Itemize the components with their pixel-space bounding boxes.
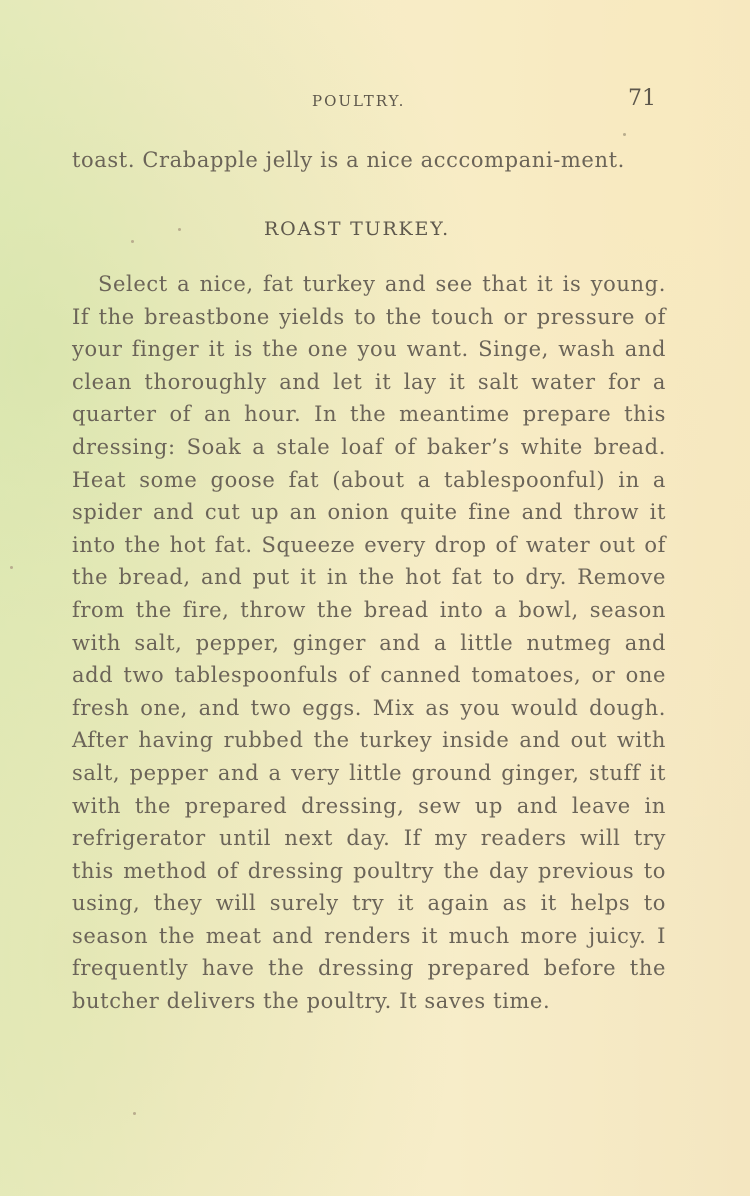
recipe-title <box>0 218 750 240</box>
carry-over-paragraph: toast. Crabapple jelly is a nice acccompani-ment. <box>72 148 625 172</box>
recipe-title-text: ROAST TURKEY. <box>264 218 450 240</box>
page-number: 71 <box>628 86 656 111</box>
paper-speck <box>133 1112 136 1115</box>
recipe-paragraph: Select a nice, fat turkey and see that it is young. If the breastbone yields to the touch or pressure of your finger it is the one you want. Singe, wash and clean thoroughly and let it lay it salt water for a quarter of an hour. In the meantime prepare this dressing: Soak a stale loaf of baker’s white bread. Heat some goose fat (about a tablespoonful) in a spider and cut up an onion quite fine and throw it into the hot fat. Squeeze every drop of water out of the bread, and put it in the hot fat to dry. Remove from the fire, throw the bread into a bowl, season with salt, pepper, ginger and a little nutmeg and add two tablespoonfuls of canned tomatoes, or one fresh one, and two eggs. Mix as you would dough. After having rubbed the turkey inside and out with salt, pepper and a very little ground ginger, stuff it with the prepared dressing, sew up and leave in refrigerator until next day. If my readers will try this method of dressing poultry the day previous to using, they will surely try it again as it helps to season the meat and renders it much more juicy. I frequently have the dressing prepared before the butcher delivers the poultry. It saves time. <box>72 272 666 1014</box>
paper-speck <box>178 228 181 231</box>
paper-speck <box>623 133 626 136</box>
paper-speck <box>131 240 134 243</box>
running-head <box>0 88 750 118</box>
section-title: POULTRY. <box>312 92 406 110</box>
paper-speck <box>10 566 13 569</box>
